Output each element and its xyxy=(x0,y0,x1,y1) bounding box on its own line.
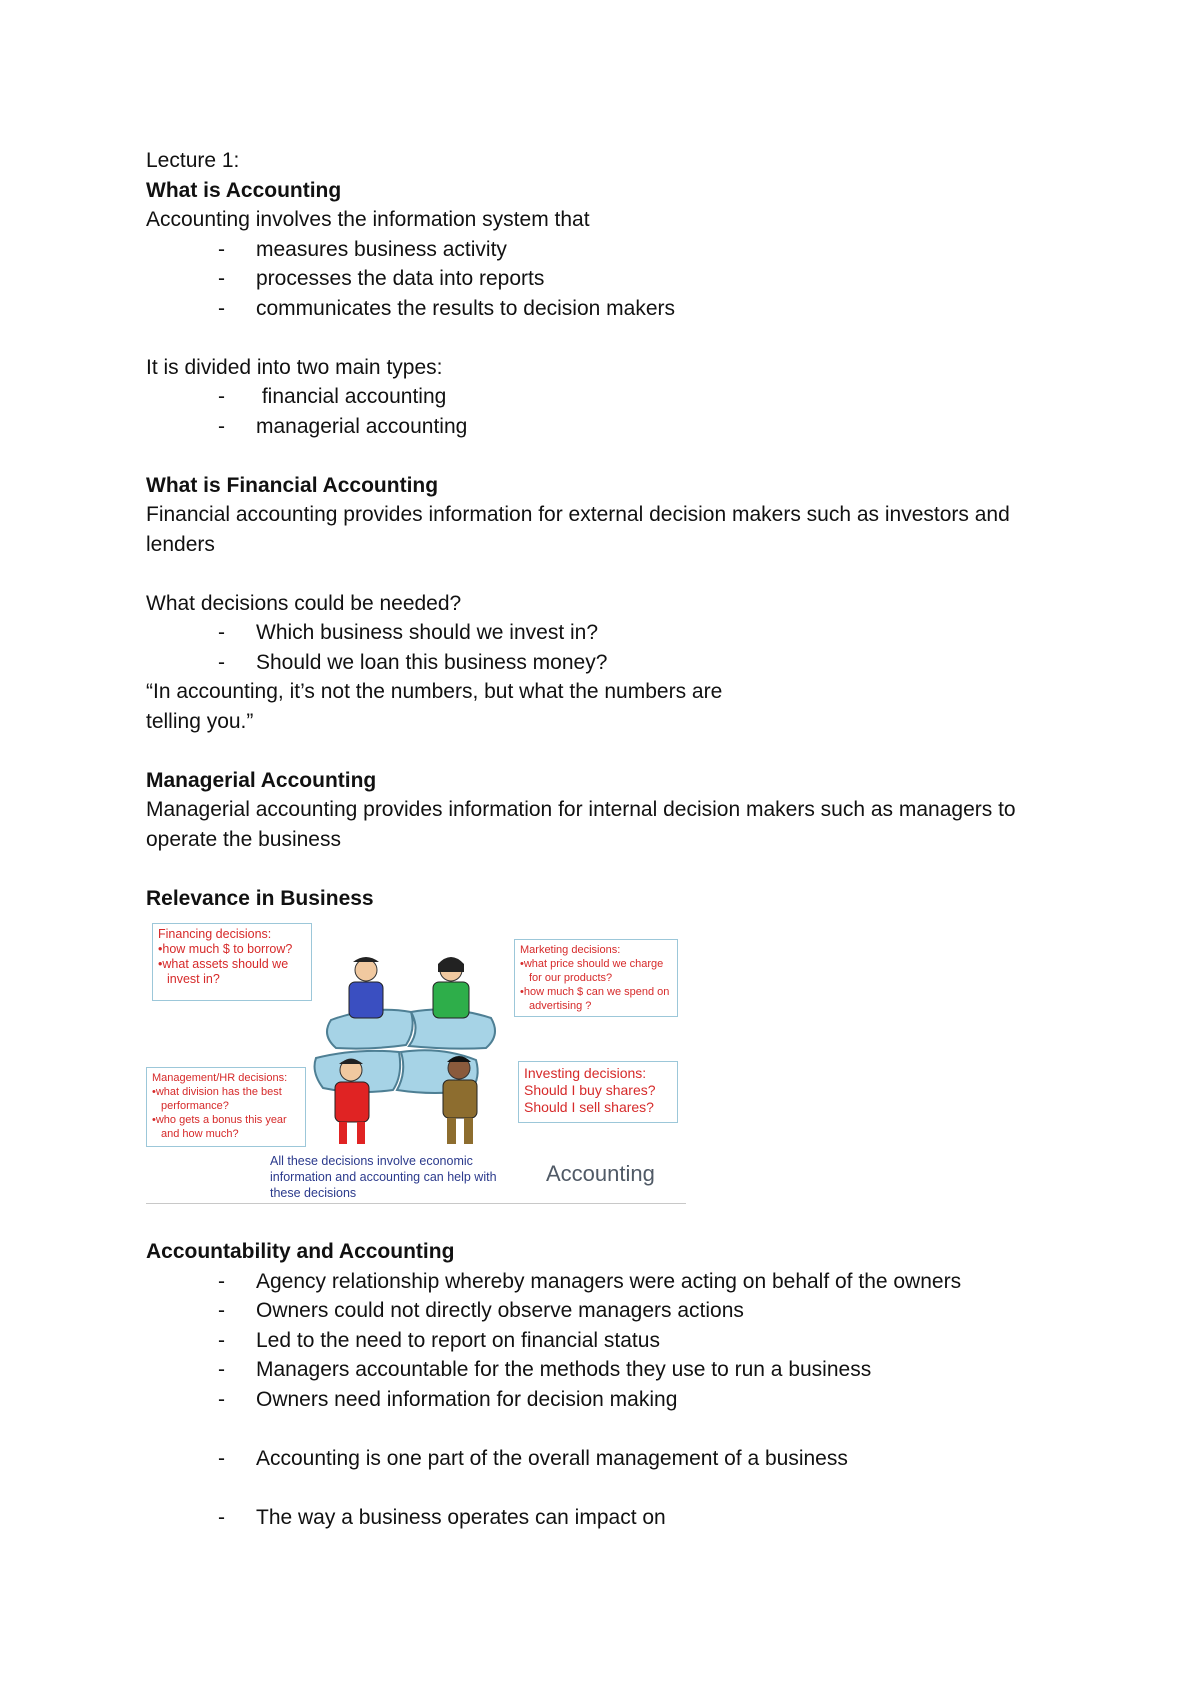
list-item: - financial accounting xyxy=(218,385,447,408)
section-heading-relevance: Relevance in Business xyxy=(146,886,374,910)
list-item: - Agency relationship whereby managers were acting on behalf of the owners xyxy=(218,1269,962,1293)
figure-divider xyxy=(146,1203,686,1204)
list-item: - Owners need information for decision making xyxy=(218,1387,678,1411)
management-hr-decisions-box: Management/HR decisions: • what division has the best performance? • who gets a bonus this year and how much? xyxy=(146,1067,306,1147)
financing-decisions-box: Financing decisions: • how much $ to borrow? • what assets should we invest in? xyxy=(152,923,312,1001)
list-item: - Led to the need to report on financial status xyxy=(218,1328,660,1352)
figure-caption: All these decisions involve economic information and accounting can help with these decisions xyxy=(270,1154,497,1200)
paragraph: Accounting involves the information system that xyxy=(146,208,590,231)
quote-line: telling you.” xyxy=(146,709,254,733)
list-item: - Accounting is one part of the overall management of a business xyxy=(218,1446,848,1470)
relevance-figure xyxy=(146,915,686,1215)
list-item: - Managers accountable for the methods they use to run a business xyxy=(218,1358,872,1381)
list-item: - Owners could not directly observe managers actions xyxy=(218,1299,744,1322)
paragraph: What decisions could be needed? xyxy=(146,591,462,615)
list-item: - managerial accounting xyxy=(218,414,468,438)
section-heading-financial-accounting: What is Financial Accounting xyxy=(146,473,439,497)
list-item: - processes the data into reports xyxy=(218,267,545,290)
paragraph: Financial accounting provides information for external decision makers such as investors and lenders xyxy=(146,503,1010,556)
list-item: - Should we loan this business money? xyxy=(218,650,608,674)
paragraph: Managerial accounting provides information for internal decision makers such as managers to operate the business xyxy=(146,798,1016,851)
list-item: - Which business should we invest in? xyxy=(218,621,599,644)
investing-decisions-box: Investing decisions: Should I buy shares? Should I sell shares? xyxy=(518,1061,678,1123)
list-item: - measures business activity xyxy=(218,237,507,261)
document-page xyxy=(146,146,1066,1532)
section-heading-managerial-accounting: Managerial Accounting xyxy=(146,768,377,792)
people-puzzle-illustration xyxy=(311,950,521,1150)
figure-label-accounting: Accounting xyxy=(546,1161,655,1186)
lecture-title: Lecture 1: xyxy=(146,149,240,172)
quote-line: “In accounting, it’s not the numbers, but what the numbers are xyxy=(146,680,723,703)
paragraph: It is divided into two main types: xyxy=(146,355,443,379)
list-item: - communicates the results to decision makers xyxy=(218,296,676,320)
section-heading-accountability: Accountability and Accounting xyxy=(146,1240,455,1263)
list-item: - The way a business operates can impact on xyxy=(218,1505,666,1529)
marketing-decisions-box: Marketing decisions: • what price should we charge for our products? • how much $ can we spend on advertising ? xyxy=(514,939,678,1017)
section-heading-what-is-accounting: What is Accounting xyxy=(146,178,342,202)
